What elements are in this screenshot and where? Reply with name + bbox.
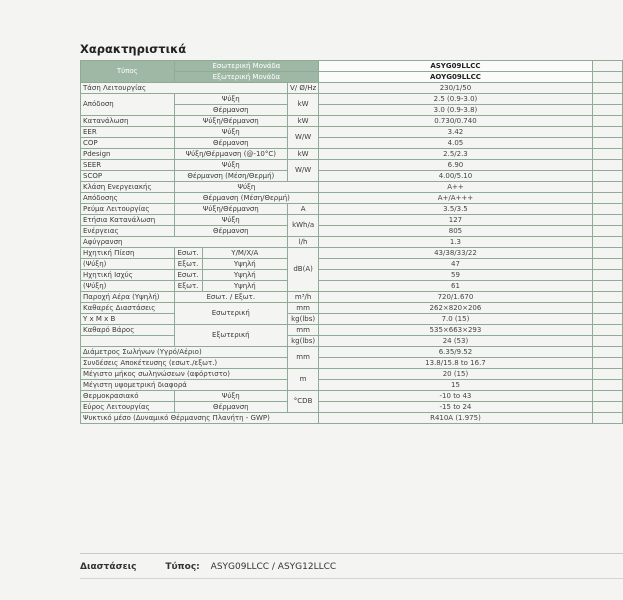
table-row: Κλάση Ενεργειακής Ψύξη A++ [81,182,623,193]
table-row: (Ψύξη) Εξωτ. Υψηλή 61 [81,281,623,292]
table-row: SCOP Θέρμανση (Μέση/Θερμή) 4.00/5.10 [81,171,623,182]
table-row: Θέρμανση 3.0 (0.9-3.8) [81,105,623,116]
table-row: Ετήσια Κατανάλωση Ψύξη kWh/a 127 [81,215,623,226]
table-row: Μέγιστη υψομετρική διαφορά 15 [81,380,623,391]
table-row: kg(lbs) 24 (53) [81,336,623,347]
divider [80,578,623,579]
table-row: SEER Ψύξη W/W 6.90 [81,160,623,171]
table-row: Απόδοση Ψύξη kW 2.5 (0.9-3.0) [81,94,623,105]
table-row: Καθαρό Βάρος Εξωτερική mm 535×663×293 [81,325,623,336]
table-row: Μέγιστο μήκος σωληνώσεων (αφόρτιστο) m 20 (15) [81,369,623,380]
row-label: Τάση Λειτουργίας [81,83,288,94]
indoor-header: Εσωτερική Μονάδα [174,61,319,72]
dimensions-title: Διαστάσεις [80,562,137,572]
table-row: COP Θέρμανση 4.05 [81,138,623,149]
specs-table [80,60,623,424]
table-row: Ηχητική Ισχύς Εσωτ. Υψηλή 59 [81,270,623,281]
table-row: Ρεύμα Λειτουργίας Ψύξη/Θέρμανση A 3.5/3.5 [81,204,623,215]
table-row: Συνδέσεις Αποκέτευσης (εσωτ./εξωτ.) 13.8/15.8 to 16.7 [81,358,623,369]
dimensions-models: ASYG09LLCC / ASYG12LLCC [210,562,337,572]
table-row: Εύρος Λειτουργίας Θέρμανση -15 to 24 [81,402,623,413]
table-row [81,61,623,72]
table-row: Ηχητική Πίεση Εσωτ. Y/M/X/A dB(A) 43/38/33/22 [81,248,623,259]
page-title: Χαρακτηριστικά [80,42,187,56]
type-header: Τύπος [81,61,175,83]
outdoor-model: AOYG09LLCC [319,72,593,83]
table-row: Αφύγρανση l/h 1.3 [81,237,623,248]
table-row: Κατανάλωση Ψύξη/Θέρμανση kW 0.730/0.740 [81,116,623,127]
table-row: Καθαρές Διαστάσεις Εσωτερική mm 262×820×206 [81,303,623,314]
table-row: Ενέργειας Θέρμανση 805 [81,226,623,237]
table-row: Διάμετρος Σωλήνων (Υγρό/Αέριο) mm 6.35/9.52 [81,347,623,358]
table-row: EER Ψύξη W/W 3.42 [81,127,623,138]
table-row: Τάση Λειτουργίας V/ Ø/Hz 230/1/50 [81,83,623,94]
indoor-model: ASYG09LLCC [319,61,593,72]
dimensions-heading [80,562,336,572]
table-row: Υ x Μ x Β kg(lbs) 7.0 (15) [81,314,623,325]
dimensions-type-label: Τύπος: [165,562,200,572]
table-row: Απόδοσης Θέρμανση (Μέση/Θερμή) A+/A+++ [81,193,623,204]
divider [80,553,623,554]
table-row: Ψυκτικό μέσο (Δυναμικό Θέρμανσης Πλανήτη - GWP) R410A (1.975) [81,413,623,424]
table-row: Pdesign Ψύξη/Θέρμανση (@-10°C) kW 2.5/2.3 [81,149,623,160]
table-row: (Ψύξη) Εξωτ. Υψηλή 47 [81,259,623,270]
row-label: Απόδοση [81,94,175,116]
outdoor-header: Εξωτερική Μονάδα [174,72,319,83]
table-row: Θερμοκρασιακό Ψύξη °CDB -10 to 43 [81,391,623,402]
table-row: Παροχή Αέρα (Υψηλή) Εσωτ. / Εξωτ. m³/h 720/1.670 [81,292,623,303]
